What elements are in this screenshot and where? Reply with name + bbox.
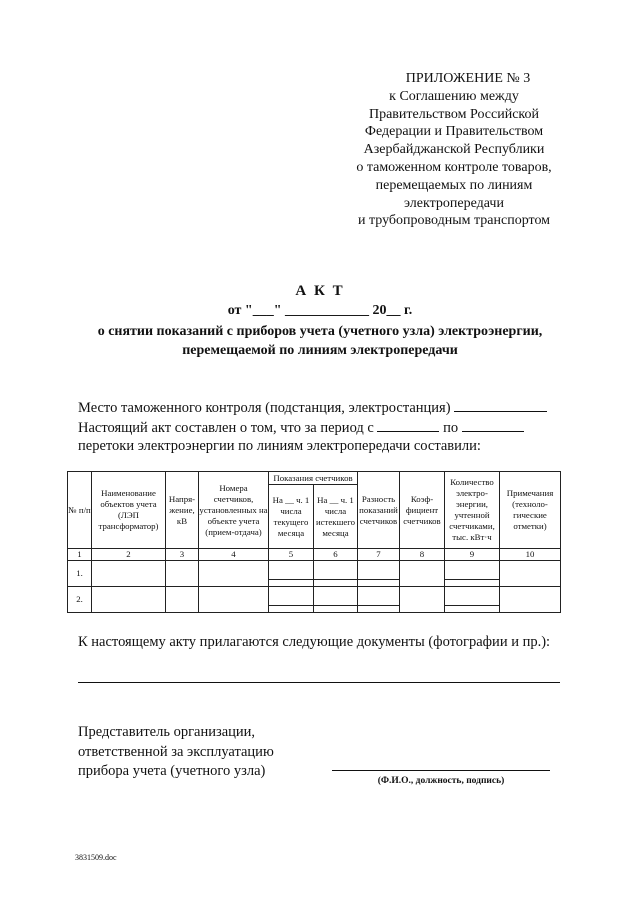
table-cell[interactable] — [199, 587, 269, 613]
header-readings: Показания счетчиков — [269, 472, 358, 485]
row-number: 2. — [68, 587, 92, 613]
appendix-line: электропередачи — [404, 195, 504, 211]
appendix-line: Правительством Российской — [368, 106, 540, 122]
col-number: 10 — [500, 549, 561, 561]
table-cell[interactable] — [269, 561, 314, 587]
act-subtitle-2: перемещаемой по линиям электропередачи — [182, 343, 458, 358]
table-cell[interactable] — [358, 561, 400, 587]
header-qty: Количество электро-энергии, учтенной счетчиками, тыс. кВт·ч — [445, 472, 500, 549]
col-number: 3 — [166, 549, 199, 561]
period-line — [78, 418, 524, 437]
header-read-expired: На __ ч. 1 числа истекшего месяца — [314, 485, 358, 549]
appendix-line: Федерации и Правительством — [364, 124, 544, 140]
table-cell[interactable] — [92, 587, 166, 613]
doc-id: 3831509.doc — [75, 853, 117, 862]
table-cell[interactable] — [445, 587, 500, 613]
table-cell[interactable] — [500, 561, 561, 587]
table-cell[interactable] — [199, 561, 269, 587]
attachments-text: К настоящему акту прилагаются следующие документы (фотографии и пр.): — [78, 634, 551, 650]
col-number: 4 — [199, 549, 269, 561]
table-cell[interactable] — [166, 587, 199, 613]
header-diff: Разность показаний счетчиков — [358, 472, 400, 549]
table-cell[interactable] — [445, 561, 500, 587]
header-read-current: На __ ч. 1 числа текущего месяца — [269, 485, 314, 549]
col-number: 6 — [314, 549, 358, 561]
period-prefix: Настоящий акт составлен о том, что за период с — [78, 420, 374, 436]
appendix-line: Азербайджанской Республики — [363, 142, 545, 158]
readings-table — [67, 471, 561, 613]
table-cell[interactable] — [314, 561, 358, 587]
table-cell[interactable] — [269, 587, 314, 613]
table-cell[interactable] — [166, 561, 199, 587]
col-number: 9 — [445, 549, 500, 561]
table-cell[interactable] — [314, 587, 358, 613]
col-number: 1 — [68, 549, 92, 561]
col-number: 5 — [269, 549, 314, 561]
table-cell[interactable] — [92, 561, 166, 587]
signature-field[interactable] — [332, 770, 550, 771]
attachments-field[interactable] — [78, 682, 560, 683]
col-number: 2 — [92, 549, 166, 561]
appendix-line: перемещаемых по линиям — [375, 177, 533, 193]
header-notes: Примечания (техноло-гические отметки) — [500, 472, 561, 549]
table-cell[interactable] — [500, 587, 561, 613]
flow-line: перетоки электроэнергии по линиям электропередачи составили: — [78, 438, 481, 454]
appendix-line: к Соглашению между — [389, 88, 519, 104]
row-number: 1. — [68, 561, 92, 587]
header-coef: Коэф-фициент счетчиков — [400, 472, 445, 549]
table-row — [68, 587, 561, 613]
header-num: № п/п — [68, 472, 92, 549]
appendix-line: и трубопроводным транспортом — [357, 213, 551, 229]
table-cell[interactable] — [400, 587, 445, 613]
period-mid: по — [443, 420, 459, 436]
act-subtitle-1: о снятии показаний с приборов учета (учетного узла) электроэнергии, — [97, 324, 543, 339]
header-name: Наименование объектов учета (ЛЭП трансформатор) — [92, 472, 166, 549]
signature-caption: (Ф.И.О., должность, подпись) — [377, 776, 505, 786]
place-line — [78, 398, 547, 417]
period-start-field[interactable] — [377, 418, 439, 432]
header-voltage: Напря-жение, кВ — [166, 472, 199, 549]
representative-block — [78, 723, 274, 782]
table-cell[interactable] — [400, 561, 445, 587]
period-end-field[interactable] — [462, 418, 524, 432]
appendix-line: о таможенном контроле товаров, — [356, 159, 552, 175]
table-cell[interactable] — [358, 587, 400, 613]
act-date-line: от "___" ____________ 20__ г. — [227, 303, 413, 318]
table-row — [68, 561, 561, 587]
place-label: Место таможенного контроля (подстанция, электростанция) — [78, 400, 451, 416]
col-number: 7 — [358, 549, 400, 561]
representative-line: прибора учета (учетного узла) — [78, 763, 266, 779]
appendix-line: ПРИЛОЖЕНИЕ № 3 — [405, 71, 531, 86]
representative-line: Представитель организации, — [78, 724, 256, 740]
col-number: 8 — [400, 549, 445, 561]
act-title: А К Т — [295, 283, 345, 299]
place-field[interactable] — [454, 398, 547, 412]
representative-line: ответственной за эксплуатацию — [78, 743, 274, 760]
header-meters: Номера счетчиков, установленных на объекте учета (прием-отдача) — [199, 472, 269, 549]
appendix-header — [318, 70, 590, 230]
